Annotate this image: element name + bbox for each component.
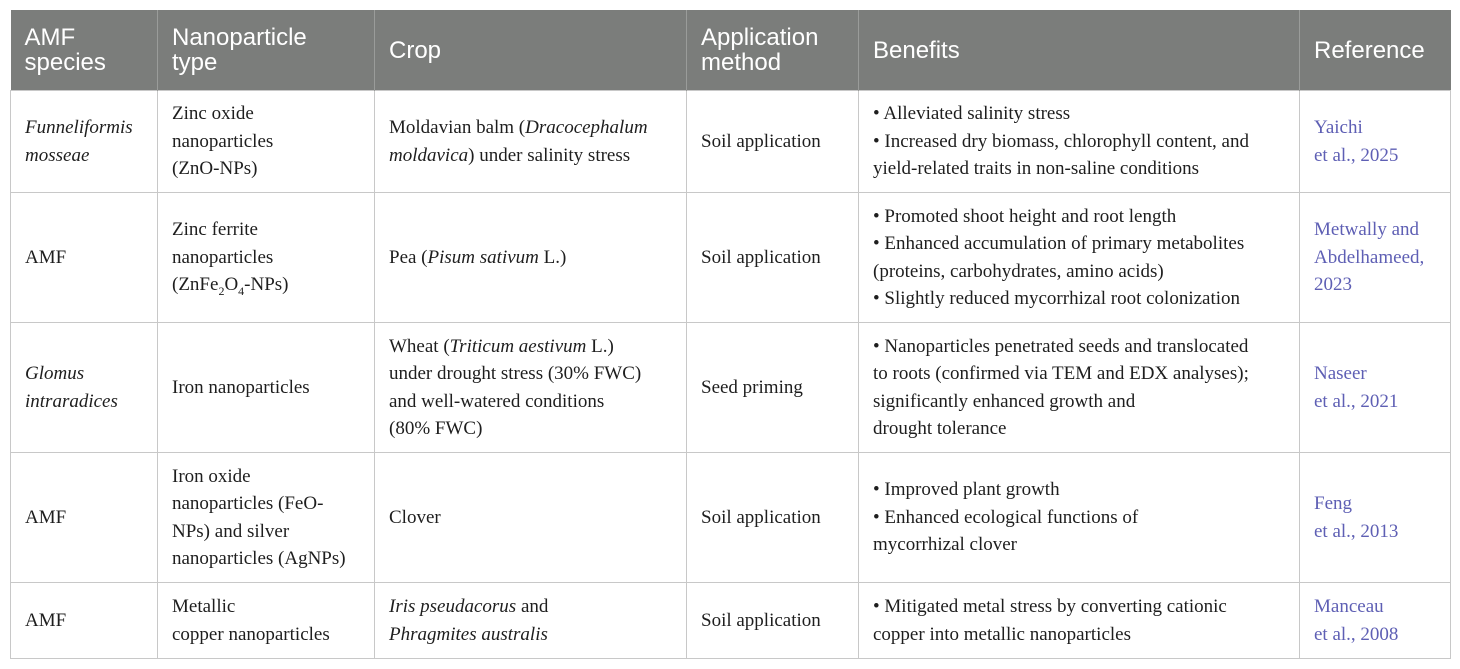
method-cell: Soil application [687,193,859,323]
species-cell: AMF [11,453,158,583]
header-crop: Crop [375,10,687,91]
crop-cell: Iris pseudacorus and Phragmites australis [375,583,687,659]
header-reference: Reference [1300,10,1451,91]
reference-link[interactable]: Metwally and Abdelhameed, 2023 [1300,193,1451,323]
benefits-cell: • Improved plant growth • Enhanced ecological functions of mycorrhizal clover [859,453,1300,583]
benefits-cell: • Nanoparticles penetrated seeds and translocated to roots (confirmed via TEM and EDX analyses); significantly enhanced growth and drought tolerance [859,323,1300,453]
header-nanoparticle-type: Nanoparticle type [158,10,375,91]
nanoparticle-cell: Iron oxide nanoparticles (FeO- NPs) and silver nanoparticles (AgNPs) [158,453,375,583]
crop-cell: Clover [375,453,687,583]
method-cell: Soil application [687,91,859,193]
table-row [11,91,1451,193]
nanoparticle-cell: Iron nanoparticles [158,323,375,453]
benefits-cell: • Mitigated metal stress by converting cationic copper into metallic nanoparticles [859,583,1300,659]
table-row [11,453,1451,583]
species-cell: Funneliformis mosseae [11,91,158,193]
header-row [11,10,1451,91]
nanoparticle-cell: Zinc ferrite nanoparticles $(ZnFe_2O_4-NPs)$ [158,193,375,323]
reference-link[interactable]: Manceau et al., 2008 [1300,583,1451,659]
header-amf-species: AMF species [11,10,158,91]
nanoparticle-cell: Zinc oxide nanoparticles (ZnO-NPs) [158,91,375,193]
benefits-cell: • Alleviated salinity stress • Increased dry biomass, chlorophyll content, and yield-related traits in non-saline conditions [859,91,1300,193]
species-cell: Glomus intraradices [11,323,158,453]
method-cell: Soil application [687,453,859,583]
table-row [11,323,1451,453]
method-cell: Soil application [687,583,859,659]
crop-cell: Moldavian balm (Dracocephalum moldavica) under salinity stress [375,91,687,193]
species-cell: AMF [11,193,158,323]
reference-link[interactable]: Naseer et al., 2021 [1300,323,1451,453]
reference-link[interactable]: Yaichi et al., 2025 [1300,91,1451,193]
crop-cell: Pea (Pisum sativum L.) [375,193,687,323]
table-row [11,583,1451,659]
amf-nanoparticle-table [10,10,1451,659]
table-row [11,193,1451,323]
species-cell: AMF [11,583,158,659]
method-cell: Seed priming [687,323,859,453]
reference-link[interactable]: Feng et al., 2013 [1300,453,1451,583]
header-benefits: Benefits [859,10,1300,91]
header-application-method: Application method [687,10,859,91]
benefits-cell: • Promoted shoot height and root length • Enhanced accumulation of primary metabolites (proteins, carbohydrates, amino acids) • Slightly reduced mycorrhizal root colonization [859,193,1300,323]
crop-cell: Wheat (Triticum aestivum L.) under drought stress (30% FWC) and well-watered conditions (80% FWC) [375,323,687,453]
nanoparticle-cell: Metallic copper nanoparticles [158,583,375,659]
